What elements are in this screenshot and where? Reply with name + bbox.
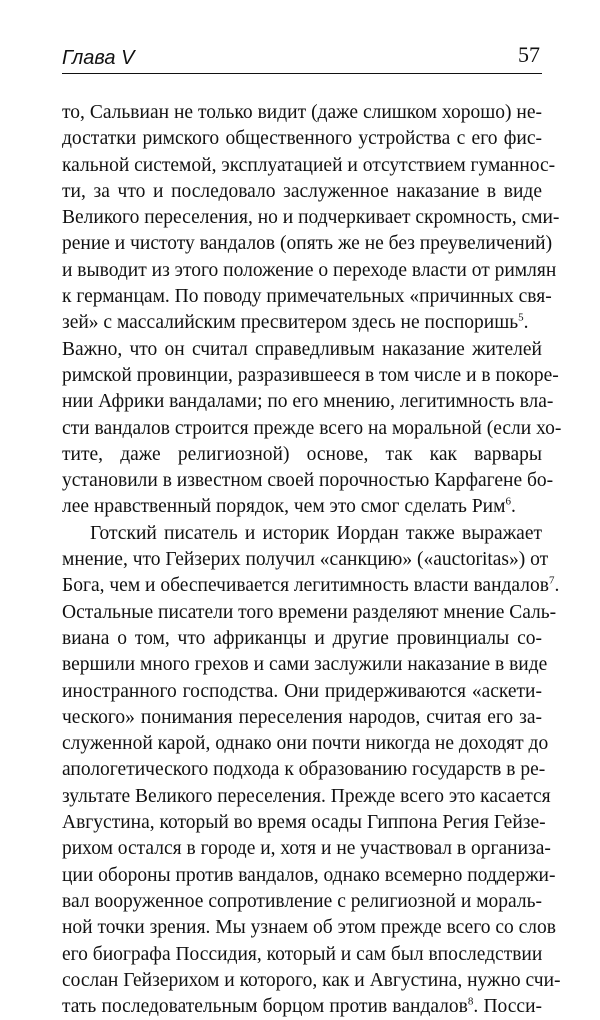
text-line <box>62 179 542 205</box>
text-line <box>62 310 542 336</box>
text-line <box>62 468 554 494</box>
text-line <box>62 915 556 941</box>
text-line <box>62 810 546 836</box>
line-text: апологетического подхода к образованию государств в ре- <box>62 759 546 781</box>
line-text-tail: . <box>554 575 560 597</box>
text-line <box>62 231 553 257</box>
text-line <box>62 363 559 389</box>
text-line <box>62 836 551 862</box>
footnote-marker[interactable]: 6 <box>505 495 511 508</box>
line-text: виана о том, что африканцы и другие провинциалы со- <box>62 627 542 649</box>
footnote-marker[interactable]: 5 <box>518 311 524 324</box>
text-line <box>62 337 542 363</box>
line-text: его биографа Поссидия, который и сам был впоследствии <box>62 943 543 965</box>
text-line <box>62 626 542 652</box>
text-line <box>62 258 557 284</box>
line-text: ной точки зрения. Мы узнаем об этом прежде всего со слов <box>62 917 556 939</box>
line-text-tail: . Посси- <box>473 996 542 1018</box>
text-line <box>62 416 562 442</box>
line-text: установили в известном своей порочностью Карфагене бо- <box>62 470 554 492</box>
line-text: тать последовательным борцом против вандалов <box>62 996 468 1018</box>
line-text: сослан Гейзерихом и которого, как и Августина, нужно счи- <box>62 969 561 991</box>
line-text: вал вооруженное сопротивление с религиозной и мораль- <box>62 890 542 912</box>
line-text: ции обороны против вандалов, однако всемерно поддержи- <box>62 864 556 886</box>
paragraph <box>62 521 561 1020</box>
line-text: лее нравственный порядок, чем это смог сделать Рим <box>62 496 506 518</box>
text-line <box>62 705 542 731</box>
text-line <box>62 389 554 415</box>
line-text: Великого переселения, но и подчеркивает скромность, сми- <box>62 207 560 229</box>
line-text: рение и чистоту вандалов (опять же не без преувеличений) <box>62 233 553 255</box>
text-line <box>62 863 556 889</box>
line-text: Бога, чем и обеспечивается легитимность власти вандалов <box>62 575 549 597</box>
text-line <box>62 968 561 994</box>
running-head <box>62 40 542 74</box>
text-line <box>62 205 560 231</box>
paragraph <box>62 100 562 521</box>
page-number: 57 <box>518 42 540 67</box>
line-text: Августина, который во время осады Гиппона Регия Гейзе- <box>62 812 546 834</box>
text-line <box>62 679 542 705</box>
line-text: ти, за что и последовало заслуженное наказание в виде <box>62 180 542 202</box>
line-text: и выводит из этого положение о переходе власти от римлян <box>62 259 557 281</box>
text-line <box>62 573 560 599</box>
line-text: то, Сальвиан не только видит (даже слишком хорошо) не- <box>62 102 542 123</box>
text-line <box>62 547 549 573</box>
line-text: сти вандалов строится прежде всего на моральной (если хо- <box>62 417 562 439</box>
line-text: зей» с массалийским пресвитером здесь не поспоришь <box>62 312 519 334</box>
text-line <box>62 889 542 915</box>
text-line <box>62 284 552 310</box>
line-text: тите, даже религиозной) основе, так как варвары <box>62 443 542 465</box>
line-text: Важно, что он считал справедливым наказание жителей <box>62 338 542 360</box>
line-text: римской провинции, разразившееся в том числе и в покоре- <box>62 364 559 386</box>
text-line <box>62 600 557 626</box>
line-text: нии Африки вандалами; по его мнению, легитимность вла- <box>62 391 554 413</box>
line-text: служенной карой, однако они почти никогда не доходят до <box>62 733 549 755</box>
line-text: зультате Великого переселения. Прежде всего это касается <box>62 785 551 807</box>
line-text: к германцам. По поводу примечательных «причинных свя- <box>62 286 552 308</box>
text-line <box>62 652 548 678</box>
line-text: достатки римского общественного устройства с его фис- <box>62 128 542 150</box>
header-rule <box>62 73 542 74</box>
text-line <box>62 494 542 520</box>
text-line <box>62 442 542 468</box>
line-text: Остальные писатели того времени разделяют мнение Саль- <box>62 601 557 623</box>
line-text: Готский писатель и историк Иордан также выражает <box>90 522 542 544</box>
footnote-marker[interactable]: 8 <box>467 995 474 1008</box>
text-line <box>62 784 551 810</box>
text-line <box>62 731 549 757</box>
body-text <box>62 100 562 1020</box>
line-text: рихом остался в городе и, хотя и не участвовал в организа- <box>62 838 551 860</box>
chapter-title: Глава V <box>62 47 135 69</box>
text-line <box>62 126 542 152</box>
line-text: вершили много грехов и сами заслужили наказание в виде <box>62 654 548 676</box>
text-line <box>62 521 542 547</box>
text-line <box>62 100 542 126</box>
line-text: ческого» понимания переселения народов, считая его за- <box>62 706 542 728</box>
line-text-tail: . <box>523 312 529 334</box>
line-text: кальной системой, эксплуатацией и отсутствием гуманнос- <box>62 154 556 176</box>
text-line <box>62 757 546 783</box>
line-text: иностранного господства. Они придерживаются «аскети- <box>62 680 542 702</box>
line-text-tail: . <box>510 496 516 518</box>
text-line <box>62 942 542 968</box>
text-line <box>62 153 556 179</box>
footnote-marker[interactable]: 7 <box>548 574 555 587</box>
line-text: мнение, что Гейзерих получил «санкцию» («auctoritas») от <box>62 549 549 571</box>
text-line <box>62 994 542 1020</box>
